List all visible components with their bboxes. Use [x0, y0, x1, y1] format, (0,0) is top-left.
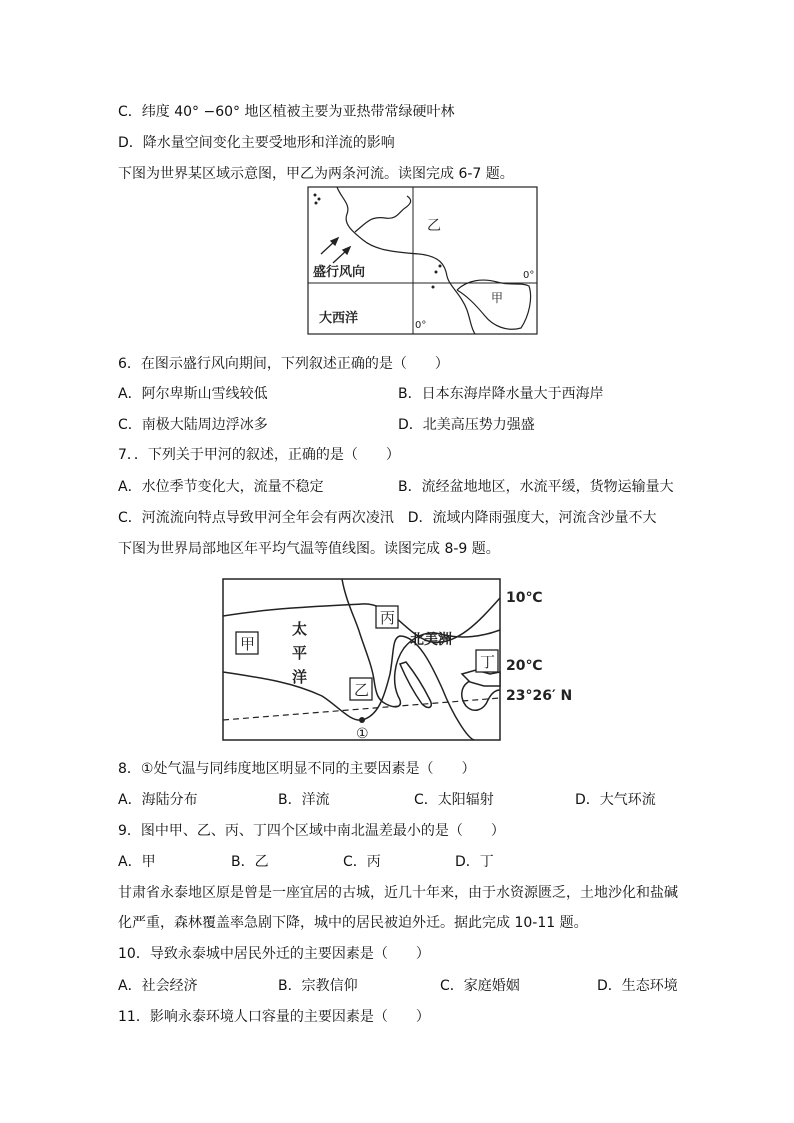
q10-option-b: B．宗教信仰: [278, 978, 358, 994]
question-8: 8．①处气温与同纬度地区明显不同的主要因素是（ ）: [118, 761, 476, 777]
q6-option-a: A．阿尔卑斯山雪线较低: [118, 386, 268, 402]
label-region-ding: 丁: [480, 653, 496, 671]
label-atlantic: 大西洋: [319, 311, 359, 326]
label-river-jia: 甲: [491, 291, 504, 305]
map-figure-1: [307, 186, 539, 336]
q8-option-a: A．海陆分布: [118, 792, 198, 808]
label-lat0: 0°: [523, 270, 535, 281]
q8-option-b: B．洋流: [278, 792, 330, 808]
option-d-q5: D．降水量空间变化主要受地形和洋流的影响: [118, 135, 395, 151]
q8-option-d: D．大气环流: [575, 792, 656, 808]
q9-option-d: D．丁: [455, 854, 494, 870]
question-6: 6．在图示盛行风向期间，下列叙述正确的是（ ）: [118, 356, 449, 372]
q6-option-c: C．南极大陆周边浮冰多: [118, 417, 268, 433]
label-region-jia: 甲: [240, 635, 256, 653]
intro-figure-1: 下图为世界某区域示意图，甲乙为两条河流。读图完成 6-7 题。: [118, 166, 514, 182]
label-region-yi: 乙: [354, 681, 370, 699]
point-1-marker: [359, 717, 365, 723]
label-ocean-3: 洋: [292, 668, 308, 686]
passage-gansu-line-2: 化严重，森林覆盖率急剧下降，城中的居民被迫外迁。据此完成 10-11 题。: [118, 915, 588, 931]
q7-option-b: B．流经盆地地区，水流平缓，货物运输量大: [398, 479, 674, 495]
intro-figure-2: 下图为世界局部地区年平均气温等值线图。读图完成 8-9 题。: [118, 541, 500, 557]
label-iso20: 20℃: [506, 658, 543, 674]
label-point-1: ①: [356, 726, 369, 742]
q10-option-c: C．家庭婚姻: [440, 978, 520, 994]
question-10: 10．导致永泰城中居民外迁的主要因素是（ ）: [118, 946, 430, 962]
label-ocean-2: 平: [292, 644, 308, 662]
q7-options-c-d: C．河流流向特点导致甲河全年会有两次凌汛 D．流域内降雨强度大，河流含沙量不大: [118, 510, 657, 526]
q7-option-a: A．水位季节变化大，流量不稳定: [118, 479, 324, 495]
q10-option-d: D．生态环境: [597, 978, 678, 994]
q9-option-a: A．甲: [118, 854, 156, 870]
question-11: 11．影响永泰环境人口容量的主要因素是（ ）: [118, 1009, 430, 1025]
label-ocean-1: 太: [292, 620, 308, 638]
passage-gansu-line-1: 甘肃省永泰地区原是曾是一座宜居的古城，近几十年来，由于水资源匮乏，土地沙化和盐碱: [118, 885, 678, 901]
label-tropic: 23°26′ N: [506, 688, 573, 704]
q6-option-b: B．日本东海岸降水量大于西海岸: [398, 386, 604, 402]
label-wind: 盛行风向: [313, 265, 366, 280]
label-river-yi: 乙: [427, 218, 441, 234]
option-c-q5: C．纬度 40° −60° 地区植被主要为亚热带常绿硬叶林: [118, 104, 455, 120]
question-9: 9．图中甲、乙、丙、丁四个区域中南北温差最小的是（ ）: [118, 823, 505, 839]
q6-option-d: D．北美高压势力强盛: [398, 417, 535, 433]
map-figure-2: [222, 578, 584, 742]
q10-option-a: A．社会经济: [118, 978, 198, 994]
q9-option-c: C．丙: [343, 854, 381, 870]
label-iso10: 10℃: [506, 590, 543, 606]
label-region-bing: 丙: [380, 609, 396, 627]
label-north-america: 北美洲: [410, 632, 452, 648]
q8-option-c: C．太阳辐射: [414, 792, 494, 808]
label-lon0: 0°: [415, 320, 427, 331]
q9-option-b: B．乙: [231, 854, 269, 870]
question-7: 7．．下列关于甲河的叙述，正确的是（ ）: [118, 447, 400, 463]
